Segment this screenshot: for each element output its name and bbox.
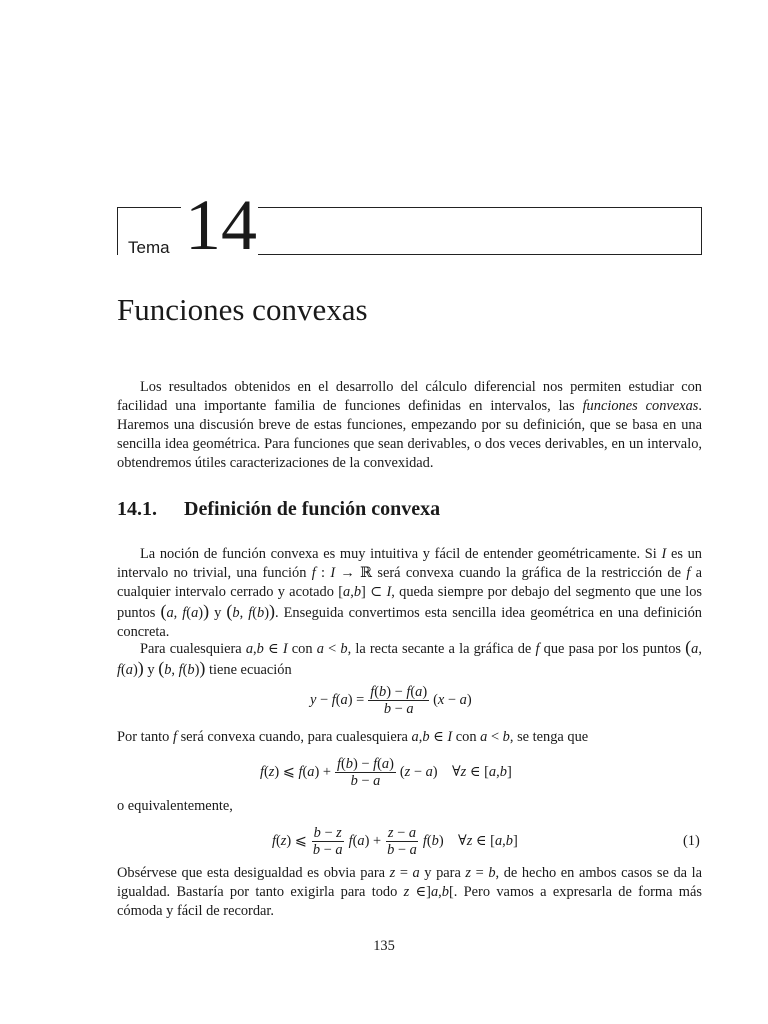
intro-text-end: . Haremos una discusión breve de estas funciones, empezando por su definición, que se basa en una sencilla idea geométrica. Para funciones que sean derivables, o dos veces derivables, en un intervalo, obtendremos útiles caracterizaciones de la convexidad. [117,398,702,472]
secant-equation: y − f(a) = $\frac{f(b) - f(a)}{b - a}$ (x − a) [310,684,472,717]
equivalently-paragraph [117,797,702,816]
convexity-inequality: f(z) ⩽ f(a) + $\frac{f(b) - f(a)}{b - a}$ (z − a) ∀z ∈ [a,b] [260,756,512,789]
equation-number: (1) [683,833,700,849]
chapter-label: Tema [128,238,170,257]
secant-paragraph: Para cualesquiera a,b ∈ I con a < b, la recta secante a la gráfica de f que pasa por los puntos (a, f(a)) y (b, f(b)) tiene ecuación [117,637,702,679]
convexity-equation-1: f(z) ⩽ $\frac{b - z}{b - a}$ f(a) + $\frac{z - a}{b - a}$ f(b) ∀z ∈ [a,b] [272,825,518,858]
chapter-frame-right [258,207,702,255]
section-heading [117,498,440,521]
chapter-title: Funciones convexas [117,292,368,327]
section-title: Definición de función convexa [184,498,441,520]
intro-paragraph [117,378,702,473]
convexity-condition-paragraph: Por tanto f será convexa cuando, para cualesquiera a,b ∈ I con a < b, se tenga que [117,729,589,745]
equivalently-text: o equivalentemente, [117,798,233,814]
intro-emphasis: funciones convexas [582,398,699,415]
chapter-number: 14 [185,185,257,265]
observation-paragraph: Obsérvese que esta desigualdad es obvia para z = a y para z = b, de hecho en ambos casos se da la igualdad. Bastaría por tanto exigirla para todo z ∈]a,b[. Pero vamos a expresarla de forma más cómoda y fácil de recordar. [117,865,702,920]
definition-paragraph: La noción de función convexa es muy intuitiva y fácil de entender geométricamente. Si I es un intervalo no trivial, una función f : I → ℝ será convexa cuando la gráfica de la restricción de f a cualquier intervalo cerrado y acotado [a,b] ⊂ I, queda siempre por debajo del segmento que une los puntos (a, f(a)) y (b, f(b)). Enseguida convertimos esta sencilla idea geométrica en una definición concreta. [117,546,703,641]
intro-text: Los resultados obtenidos en el desarrollo del cálculo diferencial nos permiten estudiar con facilidad una importante familia de funciones definidas en intervalos, las [117,379,702,415]
page-number: 135 [373,938,395,954]
section-number: 14.1. [117,498,157,520]
